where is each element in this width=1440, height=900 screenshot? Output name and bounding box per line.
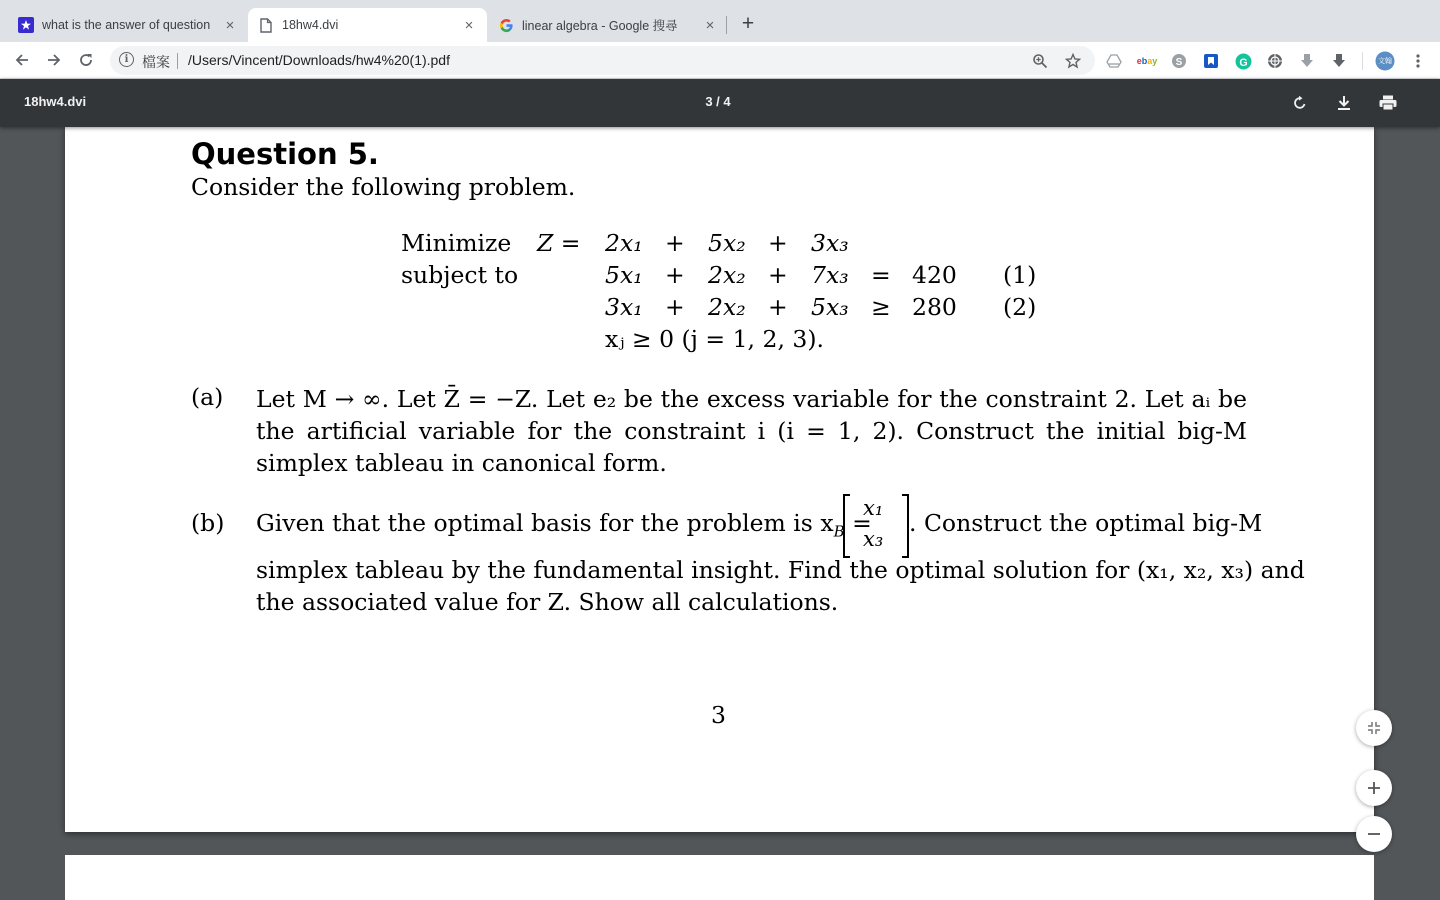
svg-text:S: S: [1175, 57, 1183, 68]
security-label: 檔案: [142, 55, 170, 71]
term: 7x₃: [811, 261, 849, 289]
download-button[interactable]: [1332, 91, 1356, 115]
download-icon: [1337, 95, 1351, 111]
tab-title: linear algebra - Google 搜尋: [522, 19, 678, 33]
term: 5x₁: [605, 261, 643, 289]
next-pdf-page: [65, 855, 1374, 900]
basis-subscript: B: [833, 522, 845, 541]
part-b-line-1: [256, 509, 872, 541]
part-b-line-2: simplex tableau by the fundamental insight. Find the optimal solution for (x₁, x₂, x₃) and: [256, 556, 1305, 584]
fit-to-page-button[interactable]: [1356, 710, 1392, 746]
omnibox-separator: [177, 53, 178, 69]
back-button[interactable]: [10, 48, 34, 72]
zoom-icon[interactable]: [1030, 51, 1050, 71]
zoom-in-button[interactable]: [1356, 770, 1392, 806]
plus-icon: [1367, 781, 1381, 795]
download-dark-icon[interactable]: [1329, 51, 1349, 71]
close-icon[interactable]: ×: [464, 16, 474, 34]
rotate-icon: [1292, 95, 1308, 111]
arrow-right-icon: [46, 52, 62, 68]
bookmark-extension-icon[interactable]: [1201, 51, 1221, 71]
part-b-text: . Construct the optimal big-M: [909, 509, 1263, 537]
avatar[interactable]: [1375, 51, 1395, 71]
part-b-text: Given that the optimal basis for the problem is x: [256, 509, 834, 537]
term: 5x₂: [708, 229, 746, 257]
toolbar-divider: [1362, 52, 1363, 70]
skype-extension-icon[interactable]: [1169, 51, 1189, 71]
tab-title: what is the answer of question: [42, 18, 211, 32]
pdf-toolbar: [0, 79, 1440, 127]
download-gray-icon[interactable]: [1297, 51, 1317, 71]
star-badge-icon: [18, 17, 34, 33]
menu-icon[interactable]: [1408, 51, 1428, 71]
url-text[interactable]: /Users/Vincent/Downloads/hw4%20(1).pdf: [188, 52, 450, 68]
svg-text:G: G: [1238, 56, 1248, 69]
profile-initials: 文翰: [1378, 57, 1392, 65]
operator: +: [768, 293, 788, 321]
basis-entry: x₁: [863, 496, 884, 520]
forward-button[interactable]: [42, 48, 66, 72]
page-number: 3: [711, 701, 726, 729]
pdf-title: 18hw4.dvi: [24, 94, 87, 109]
question-heading: Question 5.: [191, 137, 379, 171]
fit-page-icon: [1367, 721, 1381, 735]
rotate-button[interactable]: [1288, 91, 1312, 115]
term: 2x₂: [708, 293, 746, 321]
info-icon[interactable]: i: [119, 52, 134, 67]
address-bar[interactable]: [110, 46, 1095, 75]
part-b-label: (b): [191, 509, 225, 537]
left-bracket: [843, 494, 850, 558]
term: 2x₁: [605, 229, 643, 257]
operator: +: [665, 229, 685, 257]
zoom-out-button[interactable]: [1356, 816, 1392, 852]
relation: ≥: [871, 293, 891, 321]
equation-tag: (2): [1003, 293, 1037, 321]
print-icon: [1379, 95, 1397, 111]
minus-icon: [1367, 827, 1381, 841]
term: 3x₁: [605, 293, 643, 321]
term: 5x₃: [811, 293, 849, 321]
reload-icon: [78, 52, 94, 68]
operator: +: [768, 261, 788, 289]
objective-label: Minimize: [401, 229, 512, 257]
arrow-left-icon: [14, 52, 30, 68]
term: 3x₃: [811, 229, 849, 257]
equals-sign: =: [852, 509, 872, 537]
grammarly-extension-icon[interactable]: [1233, 51, 1253, 71]
browser-toolbar: [0, 42, 1440, 79]
close-icon[interactable]: ×: [705, 16, 715, 34]
tab-strip: [0, 0, 1440, 42]
new-tab-button[interactable]: +: [741, 12, 755, 35]
basis-vector: [843, 494, 909, 558]
term: 2x₂: [708, 261, 746, 289]
close-icon[interactable]: ×: [225, 16, 235, 34]
tab-pdf[interactable]: [248, 8, 487, 42]
part-a-label: (a): [191, 383, 224, 411]
google-icon: [498, 17, 514, 33]
operator: +: [768, 229, 788, 257]
document-icon: [258, 17, 274, 33]
drive-extension-icon[interactable]: [1104, 51, 1124, 71]
question-intro: Consider the following problem.: [191, 173, 576, 201]
rhs-value: 420: [912, 261, 957, 289]
star-icon[interactable]: [1063, 51, 1083, 71]
part-a-text: Let M → ∞. Let Z̄ = −Z. Let e₂ be the excess variable for the constraint 2. Let aᵢ be the artificial variable for the constraint i (i = 1, 2). Construct the initial big-M simplex tableau in canonical form.: [256, 385, 1247, 477]
basis-entry: x₃: [863, 527, 884, 551]
ebay-extension-icon[interactable]: e b a y: [1136, 56, 1158, 66]
tab-separator: [726, 16, 727, 34]
tab-question[interactable]: [8, 8, 248, 42]
print-button[interactable]: [1376, 91, 1400, 115]
operator: +: [665, 293, 685, 321]
pdf-page: [65, 127, 1374, 832]
tab-title: 18hw4.dvi: [282, 18, 339, 32]
operator: +: [665, 261, 685, 289]
relation: =: [871, 261, 891, 289]
globe-extension-icon[interactable]: [1265, 51, 1285, 71]
page-indicator[interactable]: 3 / 4: [705, 94, 731, 109]
tab-google[interactable]: [488, 8, 728, 42]
nonnegativity-constraint: xⱼ ≥ 0 (j = 1, 2, 3).: [605, 325, 824, 353]
right-bracket: [902, 494, 909, 558]
reload-button[interactable]: [74, 48, 98, 72]
objective-variable: Z =: [537, 229, 581, 257]
part-b-line-3: the associated value for Z. Show all calculations.: [256, 588, 839, 616]
constraint-label: subject to: [401, 261, 519, 289]
equation-tag: (1): [1003, 261, 1037, 289]
rhs-value: 280: [912, 293, 957, 321]
